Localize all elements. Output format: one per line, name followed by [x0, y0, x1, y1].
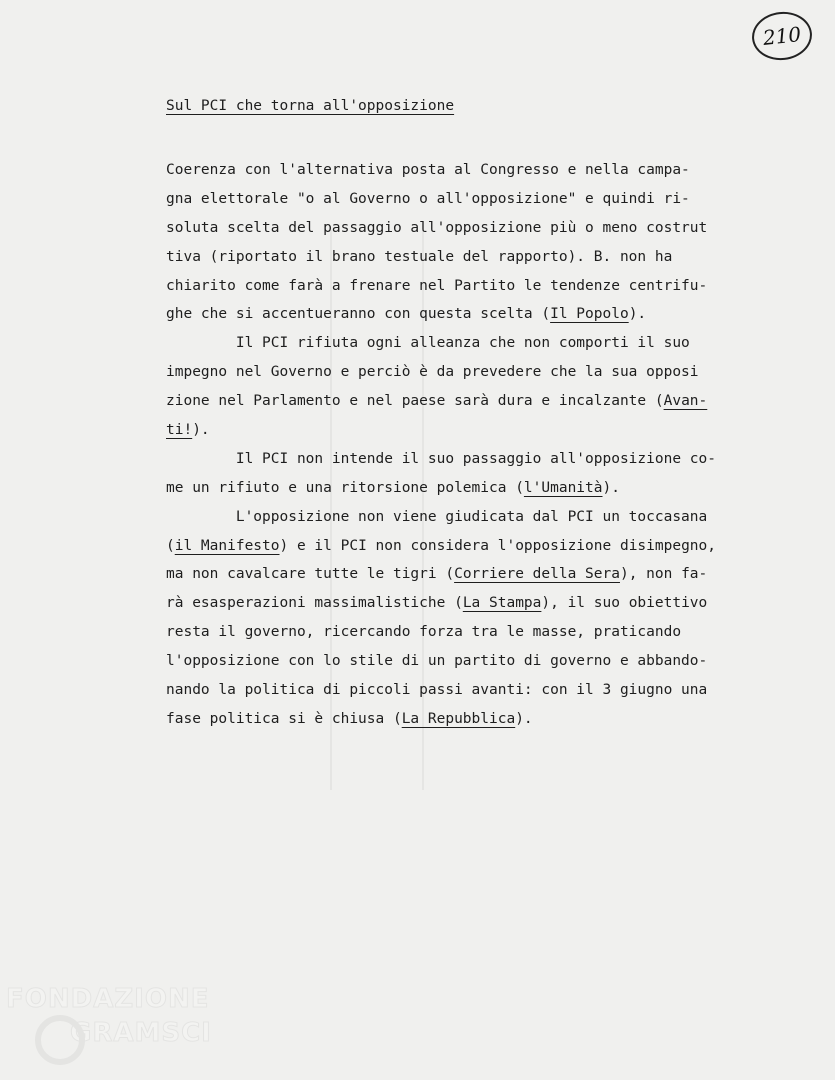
body-text-segment: ), non fa-	[619, 566, 708, 583]
body-line	[166, 185, 716, 214]
body-line	[166, 705, 716, 734]
document-body	[166, 156, 716, 734]
body-line	[166, 503, 716, 532]
body-line	[166, 243, 716, 272]
body-text-segment: chiarito come farà a frenare nel Partito le tendenze centrifu-	[166, 277, 708, 294]
newspaper-citation: l'Umanità	[523, 479, 603, 496]
newspaper-citation: La Repubblica	[401, 710, 516, 727]
body-line	[166, 474, 716, 503]
body-line	[166, 214, 716, 243]
body-text-segment: L'opposizione non viene giudicata dal PCI un toccasana	[166, 508, 708, 525]
body-text-segment: soluta scelta del passaggio all'opposizione più o meno costrut	[166, 219, 708, 236]
body-text-segment: gna elettorale "o al Governo o all'opposizione" e quindi ri-	[166, 190, 690, 207]
body-line	[166, 676, 716, 705]
body-text-segment: ghe che si accentueranno con questa scelta (	[166, 306, 551, 323]
body-line	[166, 272, 716, 301]
body-text-segment: Il PCI non intende il suo passaggio all'opposizione co-	[166, 450, 716, 467]
body-text-segment: fase politica si è chiusa (	[166, 710, 402, 727]
newspaper-citation: il Manifesto	[174, 537, 280, 554]
watermark-line-2: GRAMSCI	[70, 1018, 212, 1048]
body-text-segment: (	[166, 537, 175, 554]
body-text-segment: ) e il PCI non considera l'opposizione disimpegno,	[279, 537, 716, 554]
body-line	[166, 300, 716, 329]
body-text-segment: resta il governo, ricercando forza tra le masse, praticando	[166, 624, 682, 641]
watermark-line-1: FONDAZIONE	[6, 984, 210, 1014]
newspaper-citation: La Stampa	[462, 595, 542, 612]
body-text-segment: tiva (riportato il brano testuale del rapporto). B. non ha	[166, 248, 673, 265]
body-text-segment: l'opposizione con lo stile di un partito di governo e abbando-	[166, 653, 708, 670]
body-text-segment: me un rifiuto e una ritorsione polemica (	[166, 479, 524, 496]
body-line	[166, 532, 716, 561]
handwritten-page-number: 210	[750, 9, 815, 63]
body-line	[166, 329, 716, 358]
body-line	[166, 358, 716, 387]
body-text-segment: ).	[628, 306, 647, 323]
body-text-segment: impegno nel Governo e perciò è da prevedere che la sua opposi	[166, 364, 699, 381]
body-line	[166, 560, 716, 589]
newspaper-citation: Corriere della Sera	[454, 566, 620, 583]
body-text-segment: ).	[515, 710, 533, 727]
body-line	[166, 647, 716, 676]
body-text-segment: rà esasperazioni massimalistiche (	[166, 595, 463, 612]
document-title: Sul PCI che torna all'opposizione	[166, 98, 455, 114]
newspaper-citation: Avan-	[663, 393, 708, 410]
body-text-segment: ).	[602, 479, 620, 496]
body-line	[166, 416, 716, 445]
body-text-segment: Il PCI rifiuta ogni alleanza che non comporti il suo	[166, 335, 690, 352]
newspaper-citation: ti!	[166, 422, 193, 439]
body-text-segment: zione nel Parlamento e nel paese sarà dura e incalzante (	[166, 393, 664, 410]
body-line	[166, 445, 716, 474]
body-text-segment: Coerenza con l'alternativa posta al Congresso e nella campa-	[166, 162, 690, 178]
body-text-segment: ma non cavalcare tutte le tigri (	[166, 566, 455, 583]
newspaper-citation: Il Popolo	[550, 306, 629, 323]
body-line	[166, 387, 716, 416]
body-line	[166, 618, 716, 647]
body-line	[166, 589, 716, 618]
watermark-logo-icon	[30, 1010, 90, 1070]
body-text-segment: ), il suo obiettivo	[541, 595, 708, 612]
body-line	[166, 156, 716, 185]
foundation-watermark	[0, 980, 220, 1070]
body-text-segment: nando la politica di piccoli passi avanti: con il 3 giugno una	[166, 682, 708, 699]
body-text-segment: ).	[192, 422, 210, 439]
